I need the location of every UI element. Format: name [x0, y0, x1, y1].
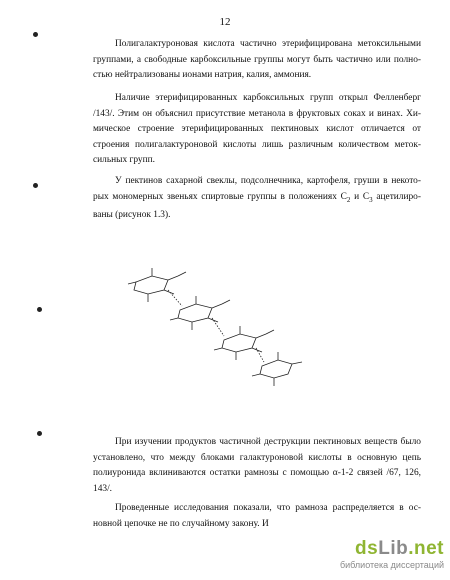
binding-hole-mark — [33, 183, 38, 188]
paragraph-1 — [93, 37, 421, 84]
pectin-molecule-figure — [120, 262, 310, 390]
text-line: При изучении продуктов частичной деструкции пектиновых веществ было — [115, 437, 421, 447]
text-line: стью нейтрализованы ионами натрия, калия, аммония. — [93, 70, 312, 81]
text-line: /143/. Этим он объяснил присутствие метанола в фруктовых соках и винах. Хи- — [93, 108, 421, 119]
text-line: установлено, что между блоками галактуроновой кислоты в основную цепь — [93, 452, 421, 463]
paragraph-5 — [93, 501, 421, 532]
text-line — [93, 190, 421, 208]
logo-part: .net — [408, 538, 444, 559]
page-number: 12 — [219, 16, 231, 28]
logo-part: Lib — [378, 538, 409, 559]
logo-part: ds — [355, 538, 379, 559]
text-line: Полигалактуроновая кислота частично этерифицирована метоксильными — [115, 39, 421, 49]
text-line: Наличие этерифицированных карбоксильных групп открыл Фелленберг — [115, 93, 421, 103]
watermark-logo — [355, 538, 444, 560]
paragraph-4 — [93, 435, 421, 497]
text-line: полиуронида вклиниваются остатки рамнозы с помощью α-1-2 связей /67, 126, — [93, 468, 421, 479]
text-line: ваны (рисунок 1.3). — [93, 210, 171, 221]
text-fragment: рых мономерных звеньях спиртовые группы в положениях С — [93, 191, 347, 202]
binding-hole-mark — [37, 307, 42, 312]
text-fragment: ацетилиро- — [372, 191, 421, 202]
text-line: новной цепочке не по случайному закону. И — [93, 518, 269, 529]
paragraph-3 — [93, 174, 421, 224]
watermark-caption: библиотека диссертаций — [339, 560, 444, 570]
subscript: 3 — [369, 195, 373, 204]
subscript: 2 — [346, 195, 351, 204]
text-line: мическое строение этерифицированных пектиновых кислот отличается от — [93, 124, 421, 135]
text-line: 143/. — [93, 483, 113, 494]
binding-hole-mark — [37, 431, 42, 436]
text-line: строения полигалактуроновой кислоты лишь различным количеством меток- — [93, 139, 421, 150]
text-fragment: и С — [350, 191, 370, 202]
text-line: сильных групп. — [93, 155, 155, 166]
binding-hole-mark — [33, 32, 38, 37]
text-line: группами, а свободные карбоксильные группы могут быть частично или полно- — [93, 54, 421, 65]
text-line: Проведенные исследования показали, что рамноза распределяется в ос- — [115, 503, 421, 513]
watermark — [324, 538, 444, 574]
text-line: У пектинов сахарной свеклы, подсолнечника, картофеля, груши в некото- — [115, 176, 421, 186]
paragraph-2 — [93, 91, 421, 169]
